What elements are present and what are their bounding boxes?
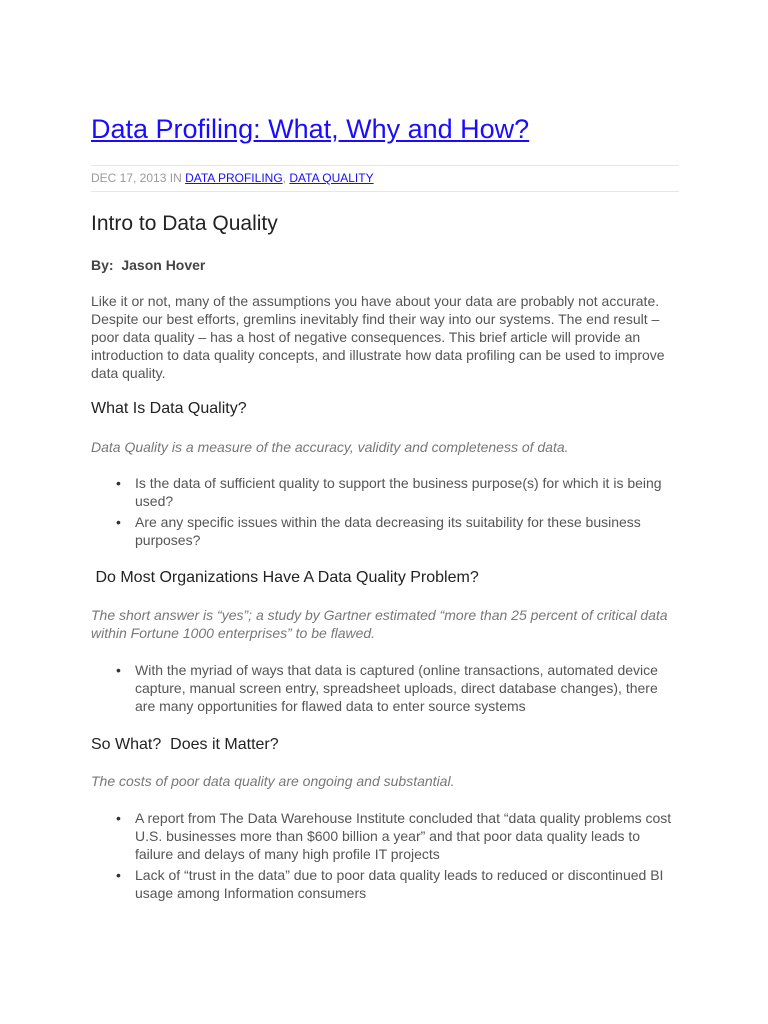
section-heading-intro: Intro to Data Quality	[91, 212, 278, 235]
category-link-data-profiling[interactable]: DATA PROFILING	[185, 171, 283, 185]
section-heading-what-is-data-quality: What Is Data Quality?	[91, 400, 247, 417]
list-item-text: Is the data of sufficient quality to support the business purpose(s) for which it is being used?	[135, 475, 662, 509]
section-lead-data-quality-problem: The short answer is “yes”; a study by Gartner estimated “more than 25 percent of critical data within Fortune 1000 enterprises” to be flawed.	[91, 607, 668, 641]
bullet-list-does-it-matter	[91, 809, 679, 905]
category-separator: ,	[282, 171, 286, 185]
bullet-icon: •	[116, 662, 121, 678]
list-item-text: Are any specific issues within the data decreasing its suitability for these business purposes?	[135, 514, 641, 548]
list-item-text: A report from The Data Warehouse Institute concluded that “data quality problems cost U.S. businesses more than $600 billion a year” and that poor data quality leads to failure and delays of many high profile IT projects	[135, 810, 672, 862]
section-heading-data-quality-problem: Do Most Organizations Have A Data Quality Problem?	[91, 569, 479, 586]
list-item	[91, 809, 679, 863]
in-label: IN	[169, 171, 182, 185]
bullet-list-data-quality-problem	[91, 661, 679, 718]
article-title-link[interactable]: Data Profiling: What, Why and How?	[91, 114, 530, 144]
list-item	[91, 661, 679, 715]
section-heading-does-it-matter: So What? Does it Matter?	[91, 736, 279, 753]
bullet-icon: •	[116, 810, 121, 826]
intro-paragraph: Like it or not, many of the assumptions you have about your data are probably not accurate. Despite our best efforts, gremlins inevitably find their way into our systems. The end result – poor data quality – has a host of negative consequences. This brief article will provide an introduction to data quality concepts, and illustrate how data profiling can be used to improve data quality.	[91, 293, 665, 381]
bullet-icon: •	[116, 514, 121, 530]
list-item	[91, 866, 679, 902]
byline: By: Jason Hover	[91, 257, 206, 273]
list-item-text: Lack of “trust in the data” due to poor data quality leads to reduced or discontinued BI usage among Information consumers	[135, 867, 664, 901]
list-item	[91, 474, 679, 510]
post-date: DEC 17, 2013	[91, 171, 167, 185]
section-lead-does-it-matter: The costs of poor data quality are ongoing and substantial.	[91, 773, 455, 789]
bullet-icon: •	[116, 867, 121, 883]
list-item	[91, 513, 679, 549]
section-lead-what-is-data-quality: Data Quality is a measure of the accuracy, validity and completeness of data.	[91, 439, 569, 455]
list-item-text: With the myriad of ways that data is captured (online transactions, automated device capture, manual screen entry, spreadsheet uploads, direct database changes), there are many opportunities for flawed data to enter source systems	[135, 662, 658, 714]
article-meta	[91, 165, 679, 192]
bullet-list-what-is-data-quality	[91, 474, 679, 552]
bullet-icon: •	[116, 475, 121, 491]
category-link-data-quality[interactable]: DATA QUALITY	[289, 171, 374, 185]
